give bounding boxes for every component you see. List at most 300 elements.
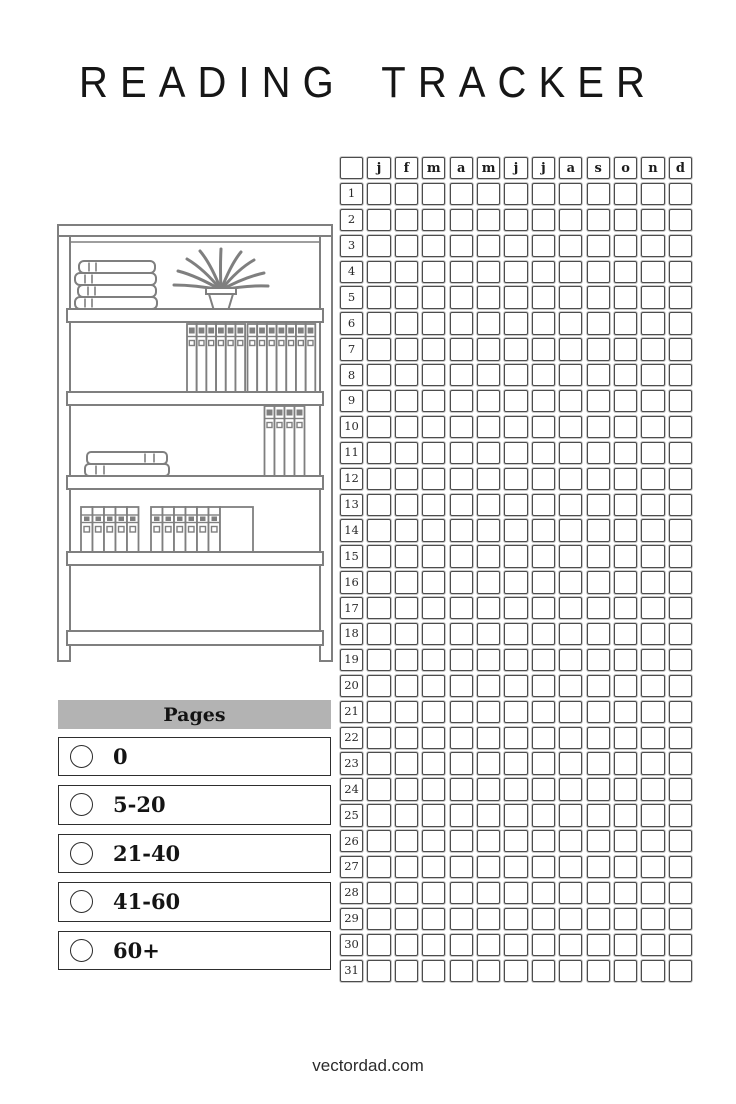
- tracker-cell-day11-m11[interactable]: [641, 442, 664, 464]
- tracker-cell-day22-m1[interactable]: [367, 727, 390, 749]
- tracker-cell-day30-m10[interactable]: [614, 934, 637, 956]
- tracker-cell-day11-m10[interactable]: [614, 442, 637, 464]
- tracker-cell-day28-m4[interactable]: [450, 882, 473, 904]
- legend-radio-circle-21-40[interactable]: [70, 842, 93, 865]
- tracker-cell-day24-m7[interactable]: [532, 778, 555, 800]
- tracker-cell-day27-m4[interactable]: [450, 856, 473, 878]
- tracker-cell-day22-m8[interactable]: [559, 727, 582, 749]
- tracker-cell-day26-m6[interactable]: [504, 830, 527, 852]
- tracker-cell-day7-m3[interactable]: [422, 338, 445, 360]
- tracker-cell-day28-m9[interactable]: [587, 882, 610, 904]
- tracker-cell-day1-m10[interactable]: [614, 183, 637, 205]
- tracker-cell-day2-m3[interactable]: [422, 209, 445, 231]
- tracker-cell-day28-m5[interactable]: [477, 882, 500, 904]
- tracker-cell-day2-m6[interactable]: [504, 209, 527, 231]
- tracker-cell-day5-m2[interactable]: [395, 286, 418, 308]
- tracker-cell-day21-m2[interactable]: [395, 701, 418, 723]
- tracker-cell-day19-m2[interactable]: [395, 649, 418, 671]
- tracker-cell-day13-m8[interactable]: [559, 494, 582, 516]
- tracker-cell-day17-m6[interactable]: [504, 597, 527, 619]
- tracker-cell-day16-m1[interactable]: [367, 571, 390, 593]
- tracker-cell-day31-m11[interactable]: [641, 960, 664, 982]
- tracker-cell-day13-m5[interactable]: [477, 494, 500, 516]
- tracker-cell-day3-m7[interactable]: [532, 235, 555, 257]
- tracker-cell-day5-m8[interactable]: [559, 286, 582, 308]
- tracker-cell-day2-m4[interactable]: [450, 209, 473, 231]
- tracker-cell-day16-m2[interactable]: [395, 571, 418, 593]
- tracker-cell-day4-m5[interactable]: [477, 261, 500, 283]
- tracker-cell-day14-m6[interactable]: [504, 519, 527, 541]
- legend-radio-circle-41-60[interactable]: [70, 890, 93, 913]
- tracker-cell-day22-m5[interactable]: [477, 727, 500, 749]
- tracker-cell-day28-m12[interactable]: [669, 882, 692, 904]
- tracker-cell-day21-m8[interactable]: [559, 701, 582, 723]
- tracker-cell-day10-m4[interactable]: [450, 416, 473, 438]
- tracker-cell-day21-m10[interactable]: [614, 701, 637, 723]
- tracker-cell-day2-m10[interactable]: [614, 209, 637, 231]
- tracker-cell-day15-m11[interactable]: [641, 545, 664, 567]
- tracker-cell-day20-m11[interactable]: [641, 675, 664, 697]
- tracker-cell-day12-m9[interactable]: [587, 468, 610, 490]
- tracker-cell-day14-m9[interactable]: [587, 519, 610, 541]
- tracker-cell-day2-m1[interactable]: [367, 209, 390, 231]
- tracker-cell-day9-m12[interactable]: [669, 390, 692, 412]
- tracker-cell-day2-m5[interactable]: [477, 209, 500, 231]
- tracker-cell-day29-m3[interactable]: [422, 908, 445, 930]
- tracker-cell-day18-m11[interactable]: [641, 623, 664, 645]
- tracker-cell-day16-m6[interactable]: [504, 571, 527, 593]
- tracker-cell-day23-m4[interactable]: [450, 752, 473, 774]
- tracker-cell-day4-m3[interactable]: [422, 261, 445, 283]
- tracker-cell-day19-m12[interactable]: [669, 649, 692, 671]
- tracker-cell-day14-m2[interactable]: [395, 519, 418, 541]
- tracker-cell-day21-m4[interactable]: [450, 701, 473, 723]
- tracker-cell-day18-m8[interactable]: [559, 623, 582, 645]
- tracker-cell-day3-m9[interactable]: [587, 235, 610, 257]
- tracker-cell-day29-m7[interactable]: [532, 908, 555, 930]
- tracker-cell-day9-m8[interactable]: [559, 390, 582, 412]
- tracker-cell-day18-m12[interactable]: [669, 623, 692, 645]
- legend-radio-circle-60+[interactable]: [70, 939, 93, 962]
- tracker-cell-day10-m3[interactable]: [422, 416, 445, 438]
- tracker-cell-day17-m3[interactable]: [422, 597, 445, 619]
- tracker-cell-day1-m3[interactable]: [422, 183, 445, 205]
- tracker-cell-day3-m10[interactable]: [614, 235, 637, 257]
- tracker-cell-day29-m9[interactable]: [587, 908, 610, 930]
- tracker-cell-day25-m3[interactable]: [422, 804, 445, 826]
- tracker-cell-day22-m7[interactable]: [532, 727, 555, 749]
- tracker-cell-day13-m7[interactable]: [532, 494, 555, 516]
- tracker-cell-day9-m4[interactable]: [450, 390, 473, 412]
- tracker-cell-day9-m10[interactable]: [614, 390, 637, 412]
- tracker-cell-day11-m2[interactable]: [395, 442, 418, 464]
- tracker-cell-day17-m4[interactable]: [450, 597, 473, 619]
- tracker-cell-day16-m7[interactable]: [532, 571, 555, 593]
- tracker-cell-day24-m11[interactable]: [641, 778, 664, 800]
- tracker-cell-day5-m5[interactable]: [477, 286, 500, 308]
- tracker-cell-day19-m1[interactable]: [367, 649, 390, 671]
- tracker-cell-day27-m6[interactable]: [504, 856, 527, 878]
- tracker-cell-day6-m5[interactable]: [477, 312, 500, 334]
- tracker-cell-day8-m7[interactable]: [532, 364, 555, 386]
- tracker-cell-day1-m2[interactable]: [395, 183, 418, 205]
- tracker-cell-day23-m7[interactable]: [532, 752, 555, 774]
- tracker-cell-day4-m2[interactable]: [395, 261, 418, 283]
- tracker-cell-day14-m12[interactable]: [669, 519, 692, 541]
- tracker-cell-day27-m9[interactable]: [587, 856, 610, 878]
- tracker-cell-day6-m6[interactable]: [504, 312, 527, 334]
- tracker-cell-day22-m11[interactable]: [641, 727, 664, 749]
- tracker-cell-day10-m2[interactable]: [395, 416, 418, 438]
- tracker-cell-day26-m8[interactable]: [559, 830, 582, 852]
- tracker-cell-day15-m9[interactable]: [587, 545, 610, 567]
- tracker-cell-day6-m7[interactable]: [532, 312, 555, 334]
- tracker-cell-day31-m9[interactable]: [587, 960, 610, 982]
- tracker-cell-day16-m3[interactable]: [422, 571, 445, 593]
- tracker-cell-day15-m10[interactable]: [614, 545, 637, 567]
- tracker-cell-day20-m2[interactable]: [395, 675, 418, 697]
- tracker-cell-day6-m1[interactable]: [367, 312, 390, 334]
- tracker-cell-day12-m1[interactable]: [367, 468, 390, 490]
- tracker-cell-day9-m2[interactable]: [395, 390, 418, 412]
- tracker-cell-day3-m6[interactable]: [504, 235, 527, 257]
- tracker-cell-day11-m12[interactable]: [669, 442, 692, 464]
- tracker-cell-day7-m1[interactable]: [367, 338, 390, 360]
- tracker-cell-day28-m7[interactable]: [532, 882, 555, 904]
- tracker-cell-day2-m2[interactable]: [395, 209, 418, 231]
- tracker-cell-day24-m4[interactable]: [450, 778, 473, 800]
- tracker-cell-day16-m10[interactable]: [614, 571, 637, 593]
- tracker-cell-day1-m12[interactable]: [669, 183, 692, 205]
- tracker-cell-day8-m3[interactable]: [422, 364, 445, 386]
- tracker-cell-day16-m12[interactable]: [669, 571, 692, 593]
- tracker-cell-day19-m10[interactable]: [614, 649, 637, 671]
- tracker-cell-day17-m2[interactable]: [395, 597, 418, 619]
- tracker-cell-day27-m12[interactable]: [669, 856, 692, 878]
- tracker-cell-day25-m11[interactable]: [641, 804, 664, 826]
- tracker-cell-day6-m2[interactable]: [395, 312, 418, 334]
- tracker-cell-day4-m12[interactable]: [669, 261, 692, 283]
- tracker-cell-day17-m8[interactable]: [559, 597, 582, 619]
- tracker-cell-day31-m10[interactable]: [614, 960, 637, 982]
- tracker-cell-day23-m2[interactable]: [395, 752, 418, 774]
- tracker-cell-day22-m6[interactable]: [504, 727, 527, 749]
- tracker-cell-day1-m8[interactable]: [559, 183, 582, 205]
- tracker-cell-day19-m7[interactable]: [532, 649, 555, 671]
- tracker-cell-day11-m6[interactable]: [504, 442, 527, 464]
- tracker-cell-day31-m5[interactable]: [477, 960, 500, 982]
- tracker-cell-day17-m12[interactable]: [669, 597, 692, 619]
- tracker-cell-day19-m9[interactable]: [587, 649, 610, 671]
- tracker-cell-day20-m6[interactable]: [504, 675, 527, 697]
- tracker-cell-day24-m2[interactable]: [395, 778, 418, 800]
- tracker-cell-day18-m6[interactable]: [504, 623, 527, 645]
- tracker-cell-day25-m7[interactable]: [532, 804, 555, 826]
- tracker-cell-day23-m9[interactable]: [587, 752, 610, 774]
- tracker-cell-day22-m4[interactable]: [450, 727, 473, 749]
- tracker-cell-day26-m9[interactable]: [587, 830, 610, 852]
- tracker-cell-day26-m5[interactable]: [477, 830, 500, 852]
- tracker-cell-day3-m1[interactable]: [367, 235, 390, 257]
- tracker-cell-day20-m10[interactable]: [614, 675, 637, 697]
- tracker-cell-day7-m8[interactable]: [559, 338, 582, 360]
- tracker-cell-day4-m1[interactable]: [367, 261, 390, 283]
- tracker-cell-day7-m10[interactable]: [614, 338, 637, 360]
- tracker-cell-day15-m7[interactable]: [532, 545, 555, 567]
- tracker-cell-day29-m11[interactable]: [641, 908, 664, 930]
- tracker-cell-day20-m7[interactable]: [532, 675, 555, 697]
- tracker-cell-day23-m10[interactable]: [614, 752, 637, 774]
- tracker-cell-day10-m8[interactable]: [559, 416, 582, 438]
- tracker-cell-day21-m5[interactable]: [477, 701, 500, 723]
- tracker-cell-day2-m8[interactable]: [559, 209, 582, 231]
- tracker-cell-day8-m9[interactable]: [587, 364, 610, 386]
- tracker-cell-day1-m7[interactable]: [532, 183, 555, 205]
- tracker-cell-day5-m6[interactable]: [504, 286, 527, 308]
- tracker-cell-day26-m1[interactable]: [367, 830, 390, 852]
- tracker-cell-day28-m2[interactable]: [395, 882, 418, 904]
- tracker-cell-day30-m9[interactable]: [587, 934, 610, 956]
- tracker-cell-day9-m5[interactable]: [477, 390, 500, 412]
- tracker-cell-day26-m12[interactable]: [669, 830, 692, 852]
- tracker-cell-day28-m1[interactable]: [367, 882, 390, 904]
- tracker-cell-day7-m5[interactable]: [477, 338, 500, 360]
- tracker-cell-day8-m6[interactable]: [504, 364, 527, 386]
- tracker-cell-day26-m10[interactable]: [614, 830, 637, 852]
- tracker-cell-day10-m12[interactable]: [669, 416, 692, 438]
- tracker-cell-day10-m9[interactable]: [587, 416, 610, 438]
- tracker-cell-day28-m6[interactable]: [504, 882, 527, 904]
- tracker-cell-day29-m8[interactable]: [559, 908, 582, 930]
- tracker-cell-day10-m1[interactable]: [367, 416, 390, 438]
- tracker-cell-day30-m3[interactable]: [422, 934, 445, 956]
- tracker-cell-day1-m6[interactable]: [504, 183, 527, 205]
- tracker-cell-day8-m4[interactable]: [450, 364, 473, 386]
- tracker-cell-day24-m12[interactable]: [669, 778, 692, 800]
- tracker-cell-day7-m7[interactable]: [532, 338, 555, 360]
- tracker-cell-day18-m9[interactable]: [587, 623, 610, 645]
- tracker-cell-day30-m8[interactable]: [559, 934, 582, 956]
- tracker-cell-day6-m3[interactable]: [422, 312, 445, 334]
- tracker-cell-day12-m7[interactable]: [532, 468, 555, 490]
- tracker-cell-day23-m6[interactable]: [504, 752, 527, 774]
- tracker-cell-day21-m1[interactable]: [367, 701, 390, 723]
- tracker-cell-day6-m8[interactable]: [559, 312, 582, 334]
- tracker-cell-day23-m11[interactable]: [641, 752, 664, 774]
- tracker-cell-day11-m5[interactable]: [477, 442, 500, 464]
- tracker-cell-day3-m8[interactable]: [559, 235, 582, 257]
- tracker-cell-day1-m1[interactable]: [367, 183, 390, 205]
- tracker-cell-day24-m6[interactable]: [504, 778, 527, 800]
- tracker-cell-day12-m11[interactable]: [641, 468, 664, 490]
- tracker-cell-day12-m8[interactable]: [559, 468, 582, 490]
- tracker-cell-day26-m7[interactable]: [532, 830, 555, 852]
- tracker-cell-day17-m10[interactable]: [614, 597, 637, 619]
- tracker-cell-day14-m5[interactable]: [477, 519, 500, 541]
- tracker-cell-day31-m2[interactable]: [395, 960, 418, 982]
- tracker-cell-day2-m7[interactable]: [532, 209, 555, 231]
- tracker-cell-day15-m12[interactable]: [669, 545, 692, 567]
- tracker-cell-day31-m1[interactable]: [367, 960, 390, 982]
- tracker-cell-day31-m6[interactable]: [504, 960, 527, 982]
- tracker-cell-day7-m6[interactable]: [504, 338, 527, 360]
- tracker-cell-day12-m5[interactable]: [477, 468, 500, 490]
- tracker-cell-day9-m6[interactable]: [504, 390, 527, 412]
- tracker-cell-day3-m2[interactable]: [395, 235, 418, 257]
- tracker-cell-day30-m7[interactable]: [532, 934, 555, 956]
- tracker-cell-day16-m11[interactable]: [641, 571, 664, 593]
- tracker-cell-day2-m9[interactable]: [587, 209, 610, 231]
- tracker-cell-day3-m3[interactable]: [422, 235, 445, 257]
- tracker-cell-day31-m8[interactable]: [559, 960, 582, 982]
- tracker-cell-day11-m3[interactable]: [422, 442, 445, 464]
- tracker-cell-day12-m12[interactable]: [669, 468, 692, 490]
- tracker-cell-day29-m12[interactable]: [669, 908, 692, 930]
- legend-radio-circle-0[interactable]: [70, 745, 93, 768]
- tracker-cell-day13-m12[interactable]: [669, 494, 692, 516]
- tracker-cell-day16-m4[interactable]: [450, 571, 473, 593]
- tracker-cell-day5-m4[interactable]: [450, 286, 473, 308]
- tracker-cell-day10-m5[interactable]: [477, 416, 500, 438]
- tracker-cell-day18-m1[interactable]: [367, 623, 390, 645]
- tracker-cell-day17-m11[interactable]: [641, 597, 664, 619]
- tracker-cell-day17-m7[interactable]: [532, 597, 555, 619]
- tracker-cell-day5-m3[interactable]: [422, 286, 445, 308]
- tracker-cell-day8-m5[interactable]: [477, 364, 500, 386]
- tracker-cell-day19-m4[interactable]: [450, 649, 473, 671]
- tracker-cell-day28-m10[interactable]: [614, 882, 637, 904]
- tracker-cell-day4-m10[interactable]: [614, 261, 637, 283]
- tracker-cell-day5-m1[interactable]: [367, 286, 390, 308]
- tracker-cell-day13-m1[interactable]: [367, 494, 390, 516]
- tracker-cell-day26-m11[interactable]: [641, 830, 664, 852]
- tracker-cell-day23-m5[interactable]: [477, 752, 500, 774]
- tracker-cell-day24-m5[interactable]: [477, 778, 500, 800]
- tracker-cell-day29-m2[interactable]: [395, 908, 418, 930]
- tracker-cell-day7-m9[interactable]: [587, 338, 610, 360]
- tracker-cell-day15-m6[interactable]: [504, 545, 527, 567]
- tracker-cell-day9-m1[interactable]: [367, 390, 390, 412]
- tracker-cell-day28-m11[interactable]: [641, 882, 664, 904]
- tracker-cell-day25-m5[interactable]: [477, 804, 500, 826]
- tracker-cell-day7-m2[interactable]: [395, 338, 418, 360]
- tracker-cell-day18-m4[interactable]: [450, 623, 473, 645]
- tracker-cell-day22-m3[interactable]: [422, 727, 445, 749]
- tracker-cell-day5-m11[interactable]: [641, 286, 664, 308]
- tracker-cell-day29-m10[interactable]: [614, 908, 637, 930]
- tracker-cell-day25-m9[interactable]: [587, 804, 610, 826]
- tracker-cell-day19-m8[interactable]: [559, 649, 582, 671]
- tracker-cell-day1-m9[interactable]: [587, 183, 610, 205]
- tracker-cell-day25-m2[interactable]: [395, 804, 418, 826]
- tracker-cell-day26-m2[interactable]: [395, 830, 418, 852]
- tracker-cell-day12-m6[interactable]: [504, 468, 527, 490]
- tracker-cell-day4-m4[interactable]: [450, 261, 473, 283]
- tracker-cell-day30-m11[interactable]: [641, 934, 664, 956]
- tracker-cell-day27-m10[interactable]: [614, 856, 637, 878]
- tracker-cell-day21-m6[interactable]: [504, 701, 527, 723]
- tracker-cell-day13-m6[interactable]: [504, 494, 527, 516]
- tracker-cell-day8-m2[interactable]: [395, 364, 418, 386]
- tracker-cell-day31-m7[interactable]: [532, 960, 555, 982]
- tracker-cell-day28-m3[interactable]: [422, 882, 445, 904]
- tracker-cell-day27-m11[interactable]: [641, 856, 664, 878]
- tracker-cell-day7-m12[interactable]: [669, 338, 692, 360]
- tracker-cell-day7-m11[interactable]: [641, 338, 664, 360]
- tracker-cell-day3-m11[interactable]: [641, 235, 664, 257]
- tracker-cell-day23-m1[interactable]: [367, 752, 390, 774]
- tracker-cell-day20-m1[interactable]: [367, 675, 390, 697]
- tracker-cell-day8-m1[interactable]: [367, 364, 390, 386]
- tracker-cell-day13-m9[interactable]: [587, 494, 610, 516]
- tracker-cell-day22-m9[interactable]: [587, 727, 610, 749]
- tracker-cell-day28-m8[interactable]: [559, 882, 582, 904]
- tracker-cell-day9-m3[interactable]: [422, 390, 445, 412]
- tracker-cell-day25-m10[interactable]: [614, 804, 637, 826]
- tracker-cell-day20-m4[interactable]: [450, 675, 473, 697]
- tracker-cell-day25-m12[interactable]: [669, 804, 692, 826]
- tracker-cell-day4-m7[interactable]: [532, 261, 555, 283]
- tracker-cell-day24-m10[interactable]: [614, 778, 637, 800]
- tracker-cell-day10-m6[interactable]: [504, 416, 527, 438]
- tracker-cell-day12-m4[interactable]: [450, 468, 473, 490]
- tracker-cell-day4-m8[interactable]: [559, 261, 582, 283]
- tracker-cell-day6-m9[interactable]: [587, 312, 610, 334]
- tracker-cell-day29-m4[interactable]: [450, 908, 473, 930]
- tracker-cell-day24-m8[interactable]: [559, 778, 582, 800]
- tracker-cell-day19-m5[interactable]: [477, 649, 500, 671]
- tracker-cell-day1-m5[interactable]: [477, 183, 500, 205]
- tracker-cell-day6-m11[interactable]: [641, 312, 664, 334]
- tracker-cell-day27-m8[interactable]: [559, 856, 582, 878]
- tracker-cell-day4-m9[interactable]: [587, 261, 610, 283]
- tracker-cell-day19-m3[interactable]: [422, 649, 445, 671]
- tracker-cell-day12-m3[interactable]: [422, 468, 445, 490]
- tracker-cell-day14-m3[interactable]: [422, 519, 445, 541]
- tracker-cell-day20-m5[interactable]: [477, 675, 500, 697]
- tracker-cell-day27-m3[interactable]: [422, 856, 445, 878]
- tracker-cell-day13-m3[interactable]: [422, 494, 445, 516]
- tracker-cell-day9-m9[interactable]: [587, 390, 610, 412]
- tracker-cell-day31-m3[interactable]: [422, 960, 445, 982]
- tracker-cell-day27-m2[interactable]: [395, 856, 418, 878]
- tracker-cell-day5-m10[interactable]: [614, 286, 637, 308]
- tracker-cell-day11-m4[interactable]: [450, 442, 473, 464]
- tracker-cell-day8-m12[interactable]: [669, 364, 692, 386]
- tracker-cell-day1-m11[interactable]: [641, 183, 664, 205]
- tracker-cell-day9-m11[interactable]: [641, 390, 664, 412]
- tracker-cell-day18-m3[interactable]: [422, 623, 445, 645]
- tracker-cell-day24-m3[interactable]: [422, 778, 445, 800]
- tracker-cell-day2-m12[interactable]: [669, 209, 692, 231]
- tracker-cell-day10-m11[interactable]: [641, 416, 664, 438]
- tracker-cell-day31-m4[interactable]: [450, 960, 473, 982]
- tracker-cell-day26-m3[interactable]: [422, 830, 445, 852]
- tracker-cell-day9-m7[interactable]: [532, 390, 555, 412]
- tracker-cell-day22-m12[interactable]: [669, 727, 692, 749]
- tracker-cell-day3-m4[interactable]: [450, 235, 473, 257]
- tracker-cell-day7-m4[interactable]: [450, 338, 473, 360]
- tracker-cell-day31-m12[interactable]: [669, 960, 692, 982]
- tracker-cell-day18-m10[interactable]: [614, 623, 637, 645]
- tracker-cell-day15-m4[interactable]: [450, 545, 473, 567]
- tracker-cell-day14-m4[interactable]: [450, 519, 473, 541]
- tracker-cell-day8-m10[interactable]: [614, 364, 637, 386]
- tracker-cell-day20-m12[interactable]: [669, 675, 692, 697]
- tracker-cell-day18-m5[interactable]: [477, 623, 500, 645]
- tracker-cell-day21-m7[interactable]: [532, 701, 555, 723]
- tracker-cell-day29-m1[interactable]: [367, 908, 390, 930]
